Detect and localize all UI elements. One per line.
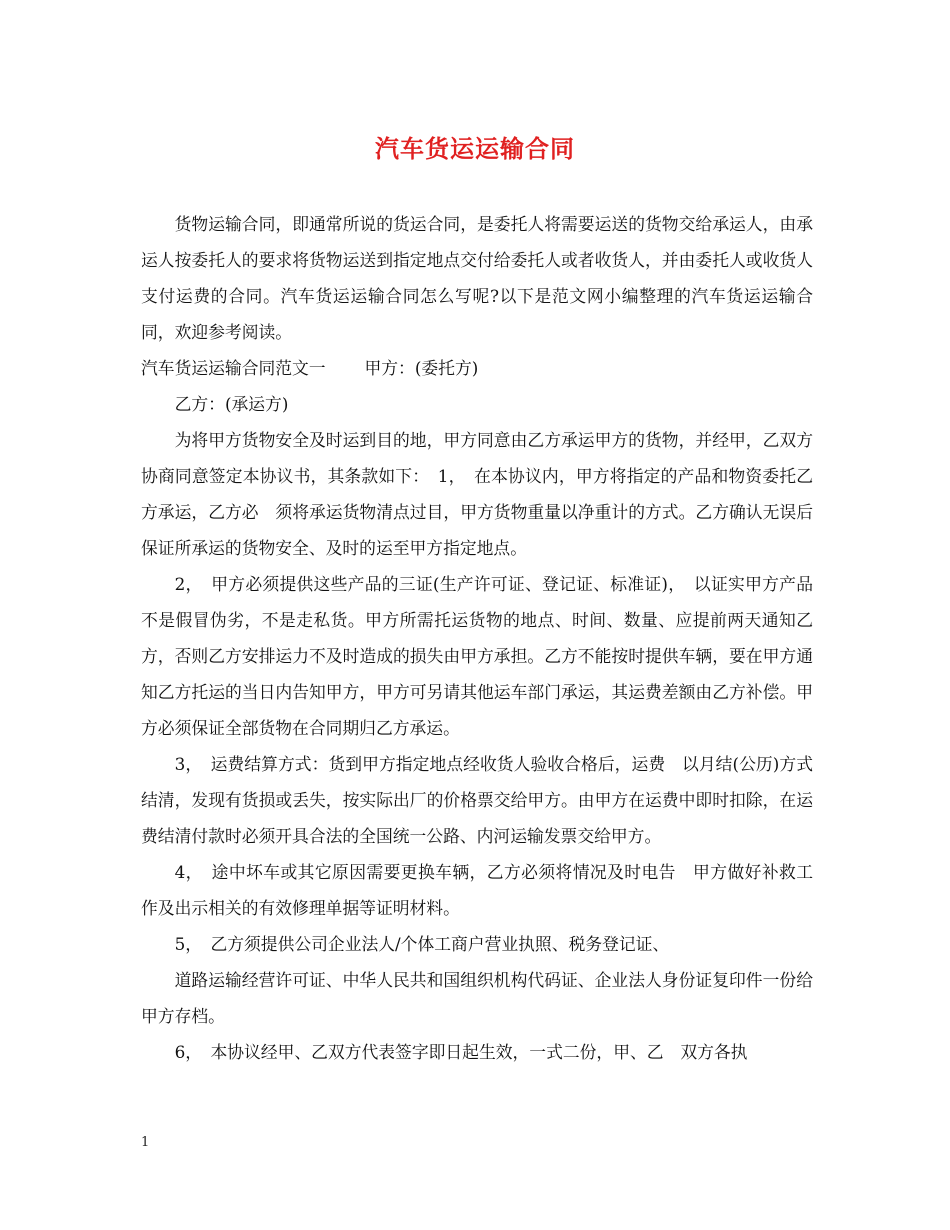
clause-6-paragraph: 6， 本协议经甲、乙双方代表签字即日起生效，一式二份，甲、乙 双方各执: [174, 1042, 748, 1062]
clause-5-paragraph: 5， 乙方须提供公司企业法人/个体工商户营业执照、税务登记证、: [174, 934, 670, 954]
intro-paragraph: 货物运输合同，即通常所说的货运合同，是委托人将需要运送的货物交给承运人，由承运人按委托人的要求将货物运送到指定地点交付给委托人或者收货人，并由委托人或收货人支付运费的合同。汽车货运运输合同怎么写呢?以下是范文网小编整理的汽车货运运输合同，欢迎参考阅读。: [141, 214, 813, 342]
party-b-line: 乙方：(承运方): [174, 394, 289, 414]
contract-heading-line: 汽车货运运输合同范文一 甲方：(委托方): [141, 358, 479, 378]
document-title: 汽车货运运输合同: [375, 134, 575, 163]
clause-2-paragraph: 2， 甲方必须提供这些产品的三证(生产许可证、登记证、标准证)， 以证实甲方产品不是假冒伪劣，不是走私货。甲方所需托运货物的地点、时间、数量、应提前两天通知乙方，否则乙方安排运力不及时造成的损失由甲方承担。乙方不能按时提供车辆，要在甲方通知乙方托运的当日内告知甲方，甲方可另请其他运车部门承运，其运费差额由乙方补偿。甲方必须保证全部货物在合同期归乙方承运。: [141, 574, 813, 738]
document-body: [141, 206, 813, 1070]
clause-1-paragraph: 为将甲方货物安全及时运到目的地，甲方同意由乙方承运甲方的货物，并经甲，乙双方协商同意签定本协议书，其条款如下： 1， 在本协议内，甲方将指定的产品和物资委托乙方承运，乙方必 须将承运货物清点过目，甲方货物重量以净重计的方式。乙方确认无误后保证所承运的货物安全、及时的运至甲方指定地点。: [141, 430, 813, 558]
page-number: 1: [141, 1135, 150, 1150]
clause-4-paragraph: 4， 途中坏车或其它原因需要更换车辆，乙方必须将情况及时电告 甲方做好补救工作及出示相关的有效修理单据等证明材料。: [141, 862, 813, 918]
clause-5-continuation: 道路运输经营许可证、中华人民共和国组织机构代码证、企业法人身份证复印件一份给甲方存档。: [141, 970, 813, 1026]
clause-3-paragraph: 3， 运费结算方式：货到甲方指定地点经收货人验收合格后，运费 以月结(公历)方式结清，发现有货损或丢失，按实际出厂的价格票交给甲方。由甲方在运费中即时扣除，在运费结清付款时必须开具合法的全国统一公路、内河运输发票交给甲方。: [141, 754, 813, 846]
